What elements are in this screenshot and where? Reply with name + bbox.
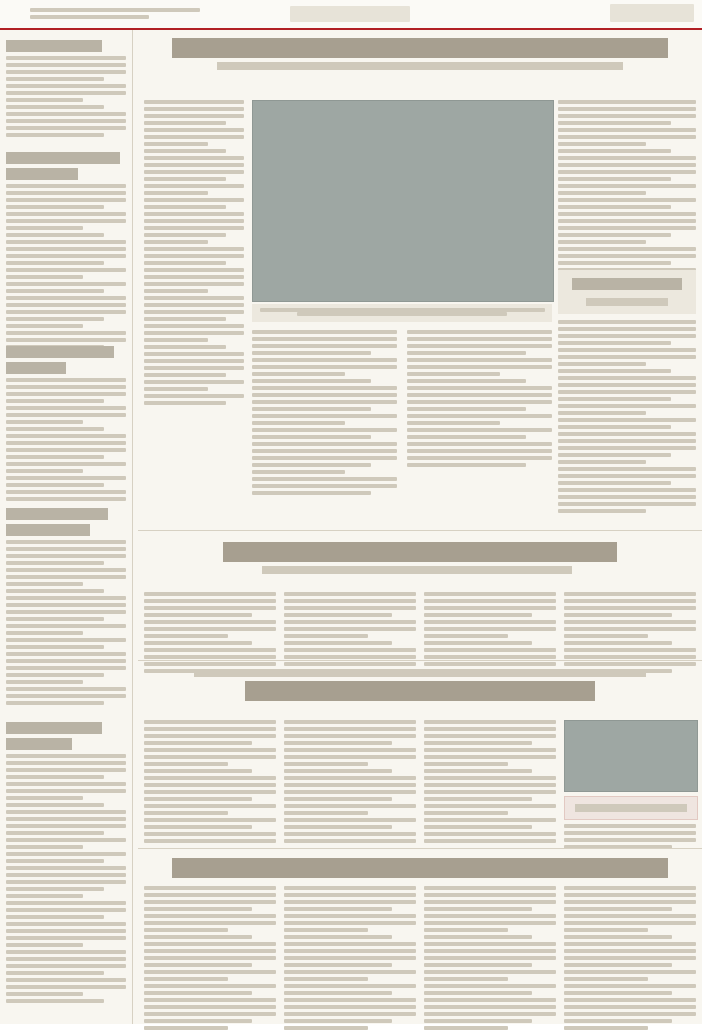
- lead-column-2: [252, 330, 397, 498]
- sidebar-column: [0, 30, 133, 1024]
- lead-photo-caption: [252, 304, 552, 322]
- second-story-header: [138, 538, 702, 588]
- bottom-column-3: [424, 886, 556, 1033]
- third-photo: [564, 720, 698, 792]
- second-column-2: [284, 592, 416, 676]
- lead-story-header: [138, 34, 702, 94]
- second-headline: [223, 542, 618, 562]
- third-headline: [245, 681, 595, 701]
- page-header: [0, 0, 702, 30]
- second-subheadline: [262, 566, 572, 574]
- third-column-1: [144, 720, 276, 846]
- lead-column-3: [407, 330, 552, 470]
- bottom-headline: [172, 858, 668, 878]
- third-column-3: [424, 720, 556, 846]
- divider: [138, 848, 702, 849]
- divider: [138, 530, 702, 531]
- third-column-2: [284, 720, 416, 846]
- bottom-column-4: [564, 886, 696, 1033]
- divider: [138, 660, 702, 661]
- lead-column-1: [144, 100, 244, 408]
- side-box-body: [558, 320, 696, 516]
- third-story-header: [138, 666, 702, 716]
- main-content: [138, 30, 702, 1024]
- lead-column-4: [558, 100, 696, 296]
- side-box: [558, 270, 696, 314]
- bottom-column-1: [144, 886, 276, 1033]
- sidebar-article-3: [6, 342, 126, 504]
- lead-subheadline: [217, 62, 623, 70]
- bottom-story-header: [138, 854, 702, 880]
- second-column-1: [144, 592, 276, 676]
- sidebar-article-4: [6, 504, 126, 708]
- sidebar-article-5: [6, 718, 126, 1006]
- newspaper-logo: [610, 4, 694, 22]
- lead-photo: [252, 100, 554, 302]
- sidebar-article-1: [6, 36, 126, 140]
- sidebar-article-2: [6, 148, 126, 352]
- dateline: [30, 8, 200, 22]
- bottom-column-2: [284, 886, 416, 1033]
- second-column-3: [424, 592, 556, 676]
- section-title: [290, 6, 410, 22]
- second-column-4: [564, 592, 696, 676]
- highlight-banner: [564, 796, 698, 820]
- lead-headline: [172, 38, 668, 58]
- third-subheadline: [194, 669, 645, 677]
